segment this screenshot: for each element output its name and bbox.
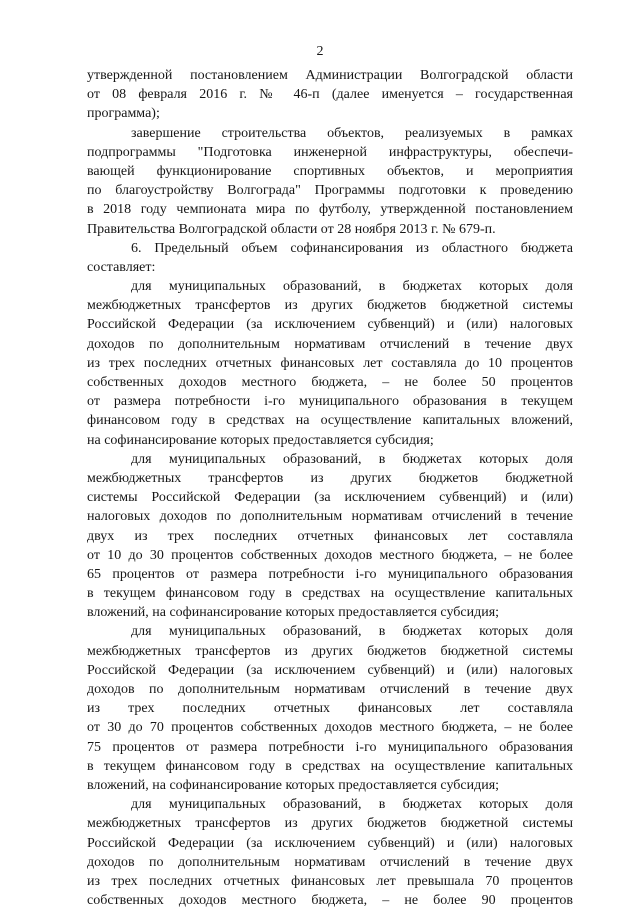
- paragraph: [87, 450, 573, 623]
- paragraph: [87, 124, 573, 239]
- text-line: вложений, на софинансирование которых предоставляется субсидия;: [87, 777, 500, 793]
- paragraph: [87, 795, 573, 910]
- text-line: межбюджетных трансфертов из других бюджетов бюджетной системы: [87, 643, 573, 659]
- paragraph: [87, 277, 573, 450]
- document-body: [87, 66, 573, 910]
- text-line: собственных доходов местного бюджета, – не более 90 процентов: [87, 893, 573, 909]
- text-line: Российской Федерации (за исключением субвенций) и (или) налоговых: [87, 835, 573, 851]
- text-line: от 08 февраля 2016 г. № 46-п (далее именуется – государственная: [87, 87, 573, 103]
- text-line: из трех последних отчетных финансовых лет составляла до 10 процентов: [87, 355, 573, 371]
- text-line: на софинансирование которых предоставляется субсидия;: [87, 432, 434, 448]
- text-line: для муниципальных образований, в бюджетах которых доля: [131, 624, 573, 640]
- text-line: от размера потребности i-го муниципального образования в текущем: [87, 394, 573, 410]
- text-line: межбюджетных трансфертов из других бюджетов бюджетной системы: [87, 816, 573, 832]
- text-line: из трех последних отчетных финансовых лет составляла: [87, 701, 573, 717]
- paragraph: [87, 66, 573, 124]
- text-line: по благоустройству Волгограда" Программы подготовки к проведению: [87, 183, 573, 199]
- text-line: утвержденной постановлением Администрации Волгоградской области: [87, 68, 573, 83]
- text-line: вложений, на софинансирование которых предоставляется субсидия;: [87, 605, 500, 621]
- text-line: в текущем финансовом году в средствах на осуществление капитальных: [87, 586, 573, 602]
- text-line: Российской Федерации (за исключением субвенций) и (или) налоговых: [87, 662, 573, 678]
- text-line: для муниципальных образований, в бюджетах которых доля: [131, 451, 573, 467]
- text-line: системы Российской Федерации (за исключением субвенций) и (или): [87, 490, 573, 506]
- text-line: составляет:: [87, 259, 156, 275]
- text-line: налоговых доходов по дополнительным нормативам отчислений в течение: [87, 509, 573, 525]
- text-line: программа);: [87, 106, 160, 122]
- page-number: 2: [316, 44, 324, 59]
- paragraph: [87, 622, 573, 795]
- text-line: вающей функционирование спортивных объектов, и мероприятия: [87, 163, 573, 179]
- paragraph: [87, 239, 573, 277]
- text-line: доходов по дополнительным нормативам отчислений в течение двух: [87, 336, 573, 352]
- text-line: Российской Федерации (за исключением субвенций) и (или) налоговых: [87, 317, 573, 333]
- text-line: от 30 до 70 процентов собственных доходов местного бюджета, – не более: [87, 720, 573, 736]
- text-line: для муниципальных образований, в бюджетах которых доля: [131, 797, 573, 813]
- text-line: финансовом году в средствах на осуществление капитальных вложений,: [87, 413, 573, 429]
- text-line: 75 процентов от размера потребности i-го муниципального образования: [87, 739, 573, 755]
- text-line: 6. Предельный объем софинансирования из областного бюджета: [131, 240, 573, 256]
- text-line: доходов по дополнительным нормативам отчислений в течение двух: [87, 682, 573, 697]
- text-line: завершение строительства объектов, реализуемых в рамках: [131, 125, 573, 141]
- text-line: от 10 до 30 процентов собственных доходов местного бюджета, – не более: [87, 547, 573, 563]
- text-line: в 2018 году чемпионата мира по футболу, утвержденной постановлением: [87, 202, 573, 218]
- text-line: собственных доходов местного бюджета, – не более 50 процентов: [87, 375, 573, 390]
- text-line: для муниципальных образований, в бюджетах которых доля: [131, 279, 573, 295]
- text-line: двух из трех последних отчетных финансовых лет составляла: [87, 528, 573, 544]
- text-line: межбюджетных трансфертов из других бюджетов бюджетной: [87, 470, 573, 486]
- text-line: межбюджетных трансфертов из других бюджетов бюджетной системы: [87, 298, 573, 314]
- text-line: подпрограммы "Подготовка инженерной инфраструктуры, обеспечи-: [87, 144, 573, 160]
- text-line: из трех последних отчетных финансовых лет превышала 70 процентов: [87, 873, 573, 889]
- text-line: в текущем финансовом году в средствах на осуществление капитальных: [87, 758, 573, 774]
- text-line: 65 процентов от размера потребности i-го муниципального образования: [87, 566, 573, 582]
- text-line: доходов по дополнительным нормативам отчислений в течение двух: [87, 854, 573, 870]
- text-line: Правительства Волгоградской области от 28 ноября 2013 г. № 679-п.: [87, 221, 496, 237]
